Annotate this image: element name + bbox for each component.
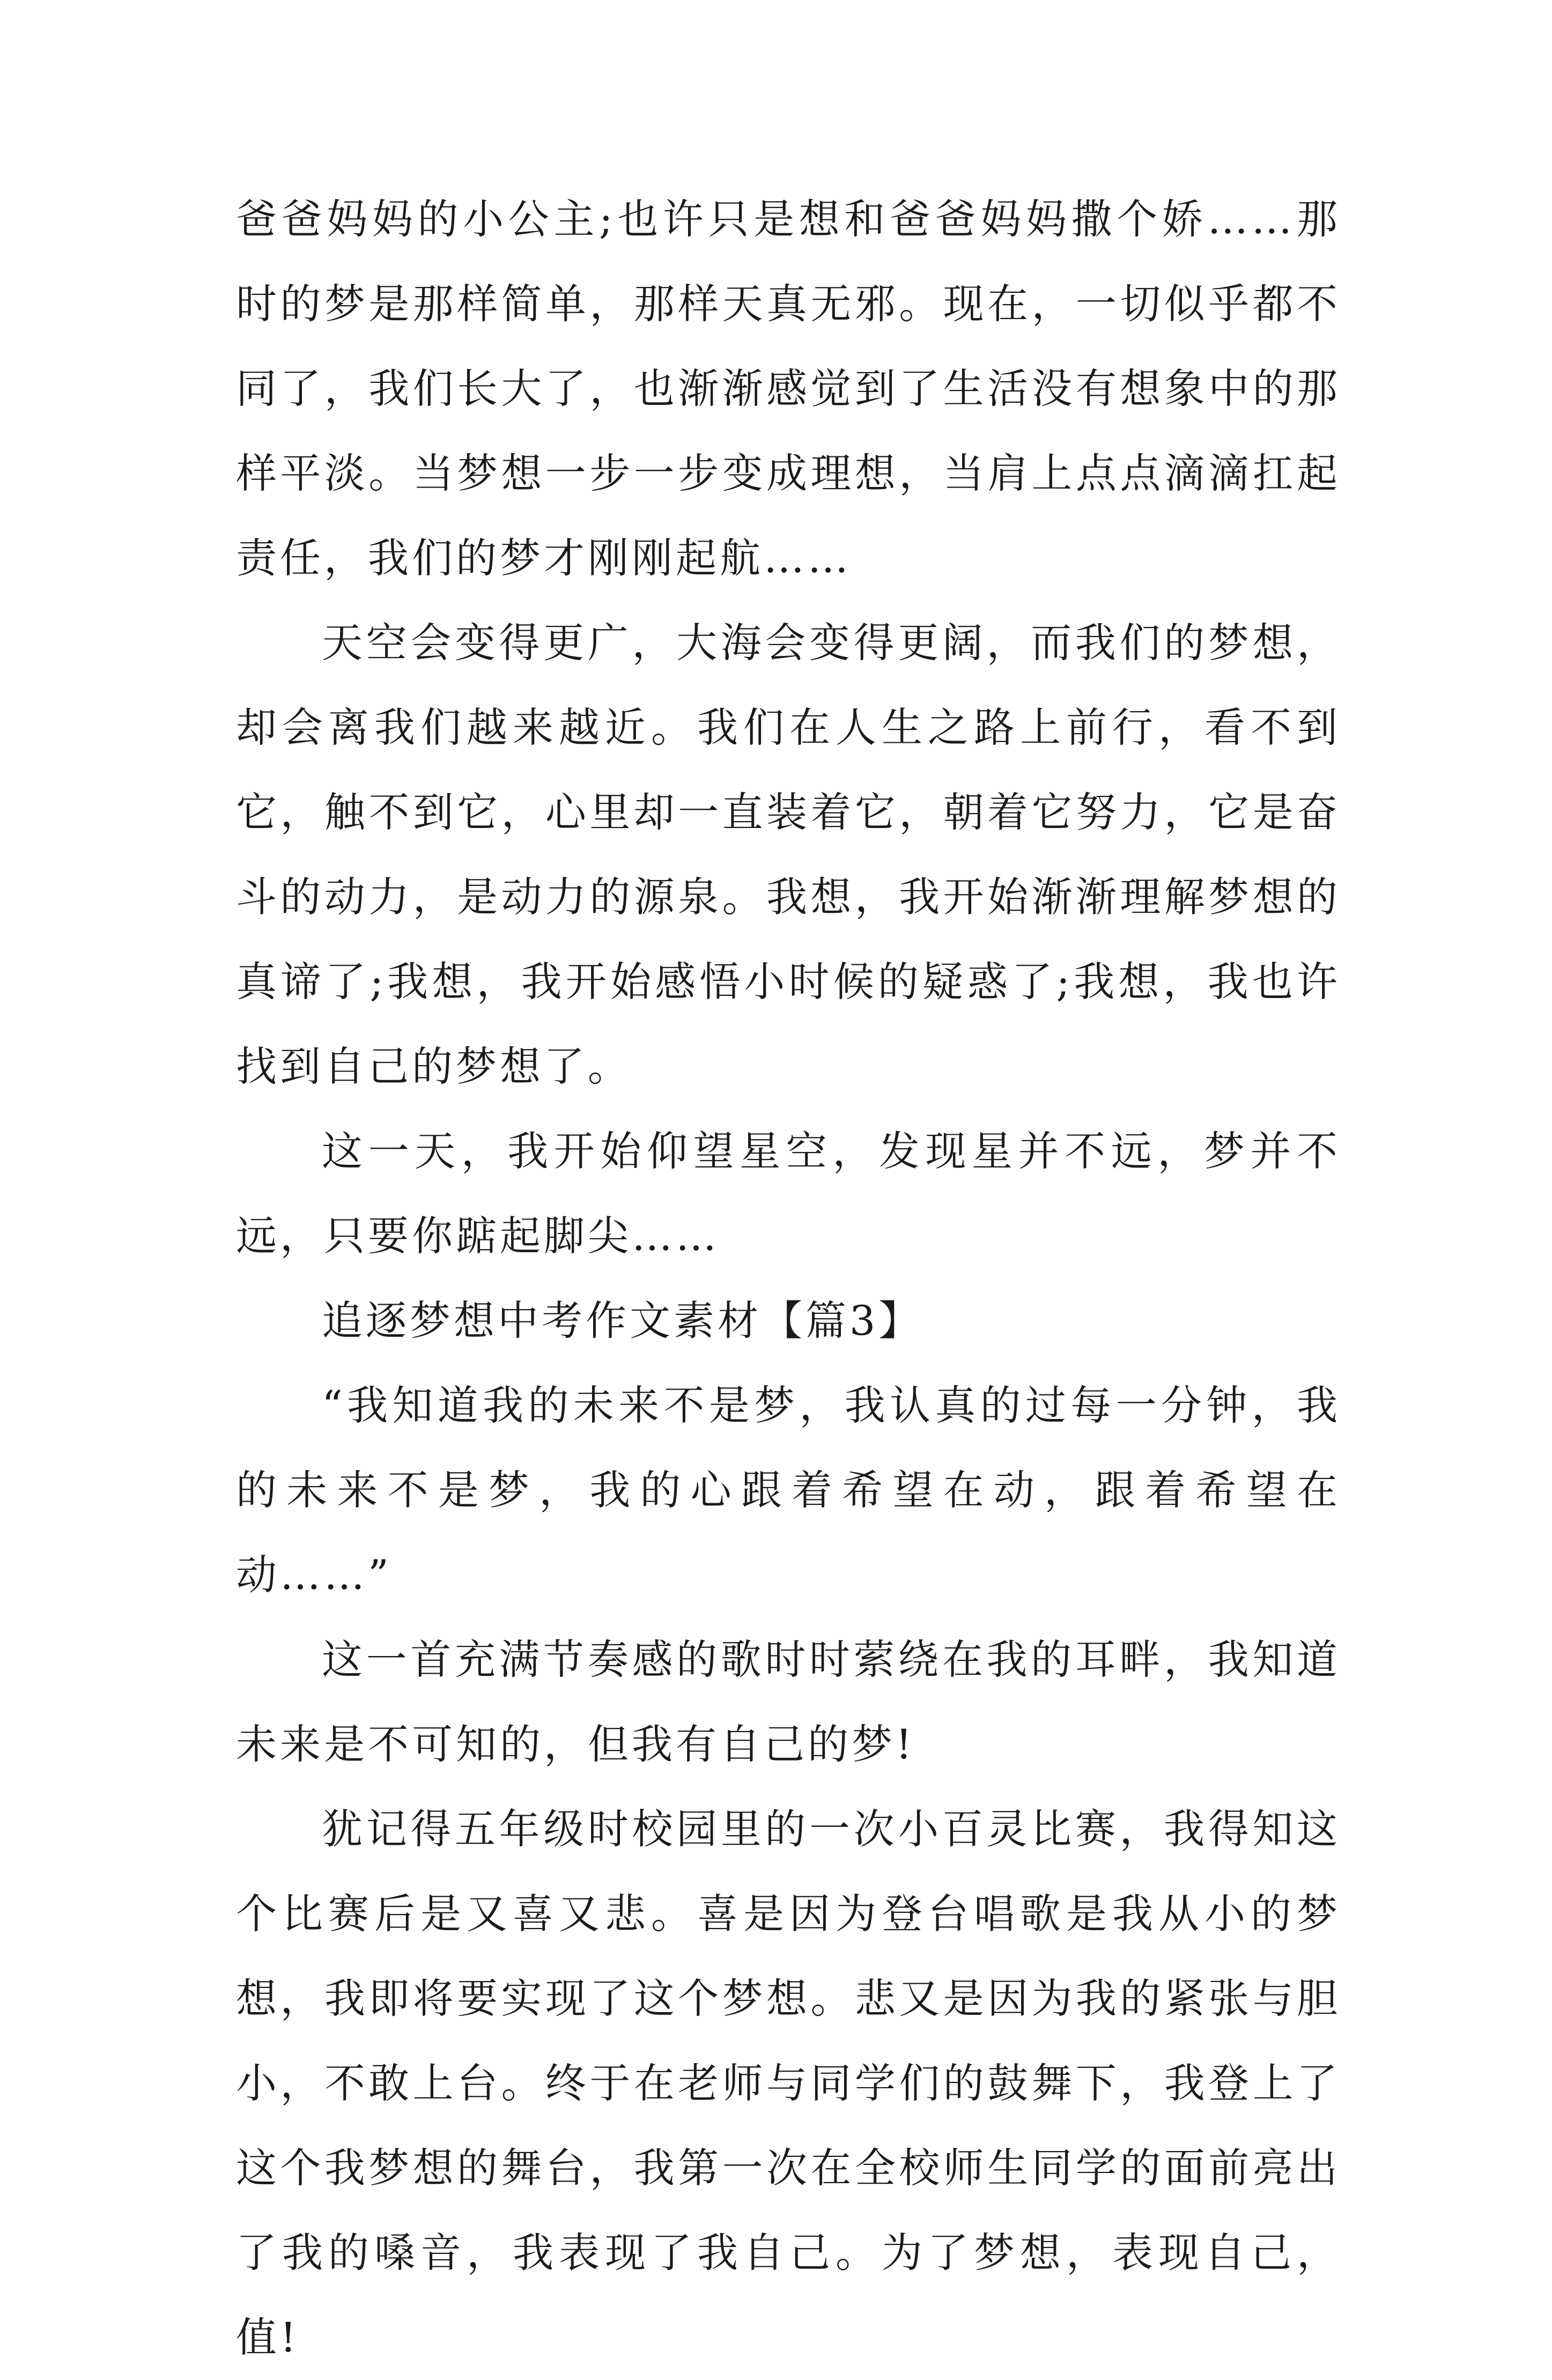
paragraph-song-lyrics: “我知道我的未来不是梦，我认真的过每一分钟，我的未来不是梦，我的心跟着希望在动，跟着希望在动……”	[236, 1381, 1341, 1599]
document-body	[236, 177, 1341, 2380]
paragraph-dream-sky: 天空会变得更广，大海会变得更阔，而我们的梦想，却会离我们越来越近。我们在人生之路上前行，看不到它，触不到它，心里却一直装着它，朝着它努力，它是奋斗的动力，是动力的源泉。我想，我开始渐渐理解梦想的真谛了;我想，我开始感悟小时候的疑惑了;我想，我也许找到自己的梦想了。	[236, 619, 1341, 1090]
paragraph-singing-contest: 犹记得五年级时校园里的一次小百灵比赛，我得知这个比赛后是又喜又悲。喜是因为登台唱歌是我从小的梦想，我即将要实现了这个梦想。悲又是因为我的紧张与胆小，不敢上台。终于在老师与同学们的鼓舞下，我登上了这个我梦想的舞台，我第一次在全校师生同学的面前亮出了我的嗓音，我表现了我自己。为了梦想，表现自己，值!	[236, 1805, 1341, 2361]
paragraph-song-echo: 这一首充满节奏感的歌时时萦绕在我的耳畔，我知道未来是不可知的，但我有自己的梦!	[236, 1636, 1341, 1768]
paragraph-continuation: 爸爸妈妈的小公主;也许只是想和爸爸妈妈撒个娇……那时的梦是那样简单，那样天真无邪。现在，一切似乎都不同了，我们长大了，也渐渐感觉到了生活没有想象中的那样平淡。当梦想一步一步变成理想，当肩上点点滴滴扛起责任，我们的梦才刚刚起航……	[236, 195, 1341, 582]
section-heading: 追逐梦想中考作文素材【篇3】	[322, 1297, 923, 1344]
paragraph-stargazing: 这一天，我开始仰望星空，发现星并不远，梦并不远，只要你踮起脚尖……	[236, 1127, 1341, 1260]
